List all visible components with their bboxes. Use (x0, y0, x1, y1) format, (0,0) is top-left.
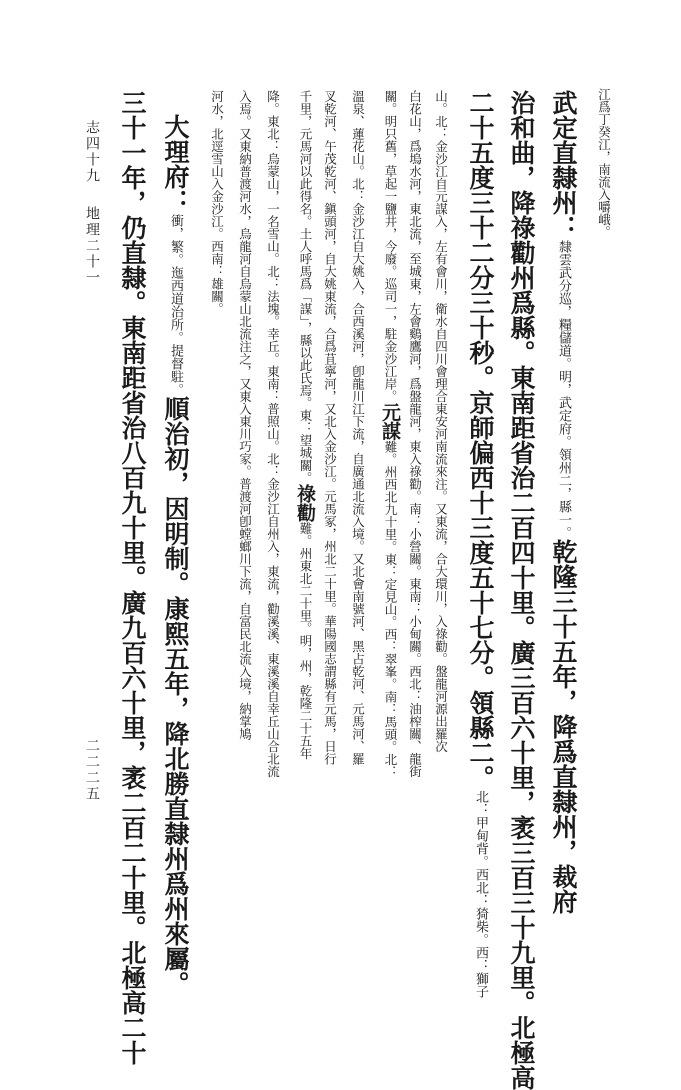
annotation: 衝，繁。迤西道治所。提督駐。 (168, 214, 183, 396)
column-text: 乾隆三十五年，降爲直隸州，裁府 (549, 539, 578, 914)
heading-dali: 大理府： (161, 114, 190, 214)
text-column-15 (120, 90, 145, 1065)
column-text: 三十一年，仍直隸。東南距省治八百九十里。廣九百六十里，袤二百二十里。北極高二十 (118, 90, 147, 1065)
column-text: 叉乾河、午茂乾河、鎭頭河，自大姚東流，合爲苴寧河，又北入金沙江。元馬冢，州北二十里。華陽國志謂縣有元馬，日行 (322, 90, 338, 765)
annotation: 隸雲武分巡，糧儲道。明，武定府。領州二，縣一。 (556, 240, 571, 539)
column-text: 入焉。又東納普渡河水，烏龍河自烏蒙山北流注之，又東入東川巧家。普渡河卽螳螂川下流，自富民北流入境，納掌鳩 (237, 90, 253, 740)
footer-column (85, 120, 99, 802)
heading-yuanmou: 元謀 (379, 402, 401, 441)
text-column-4 (468, 90, 493, 998)
column-text: 治和曲，降祿勸州爲縣。東南距省治二百四十里。廣三百六十里，袤三百三十九里。北極高 (507, 90, 536, 1090)
page-number: 二二二五 (84, 738, 100, 802)
column-text: 難。州西北九十里。東：定見山。西：翠峯。南：馬頭。北： (383, 440, 398, 778)
section-label: 地理二十一 (84, 206, 100, 286)
text-column-7 (380, 90, 399, 778)
column-text: 千里，元馬河以此得名。土人呼馬爲「謀」，縣以此氏焉。東：望城關。 (298, 90, 313, 484)
column-text: 山。北：金沙江自元謀入，左有會川，衛水自四川會理合東安河南流來注。又東流，合大環川，入祿勸。盤龍河源出羅次 (433, 90, 449, 753)
text-column-2 (551, 90, 576, 914)
column-text: 降。東北：烏蒙山，一名雪山。北：法塊。幸丘。東南：普照山。北：金沙江自州入，東流，勸溪溪、東溪溪自幸丘山合北流 (265, 90, 281, 778)
column-text: 難。州東北二十里。明，州，乾隆二十五年 (298, 521, 313, 760)
column-text: 二十五度三十二分三十秒。京師偏西十三度五十七分。領縣二。 (466, 90, 495, 790)
heading-wuding: 武定直隸州： (549, 90, 578, 240)
volume-label: 志四十九 (84, 120, 100, 184)
column-text: 白花山，爲塢水河，東北流，至城東，左會鷄鷹河，爲盤龍河，東入祿勸。南：小營關。東南：小甸關。西北：油榨關、龍街 (407, 90, 423, 778)
column-text: 河水，北逕雪山入金沙江。西南：雄關。 (209, 90, 225, 315)
text-column-14 (163, 90, 188, 996)
text-column-11 (266, 90, 279, 778)
text-column-8 (351, 90, 364, 765)
heading-luquan: 祿勸 (294, 483, 316, 522)
column-text: 順治初，因明制。康熙五年，降北勝直隸州爲州來屬。 (161, 396, 190, 996)
text-column-13 (210, 90, 223, 315)
text-column-1 (597, 88, 610, 238)
column-text: 溫泉、蓮花山。北：金沙江自大姚入，合西溪河，卽龍川江下流，自廣通北流入境。又北會南號河、黑占乾河、元馬河、羅 (350, 90, 366, 765)
text-column-3 (509, 90, 534, 1090)
column-text: 江爲丁癸江，南流入嚼峨。 (596, 88, 612, 238)
text-column-12 (238, 90, 251, 740)
text-column-10 (295, 90, 314, 759)
text-column-6 (408, 90, 421, 778)
text-column-5 (434, 90, 447, 753)
column-text: 關。明只舊，草起一鹽井，今廢。巡司一，駐金沙江岸。 (383, 90, 398, 403)
annotation: 北：甲甸背。西北：猗柴。西：獅子 (473, 790, 488, 998)
text-column-9 (323, 90, 336, 765)
